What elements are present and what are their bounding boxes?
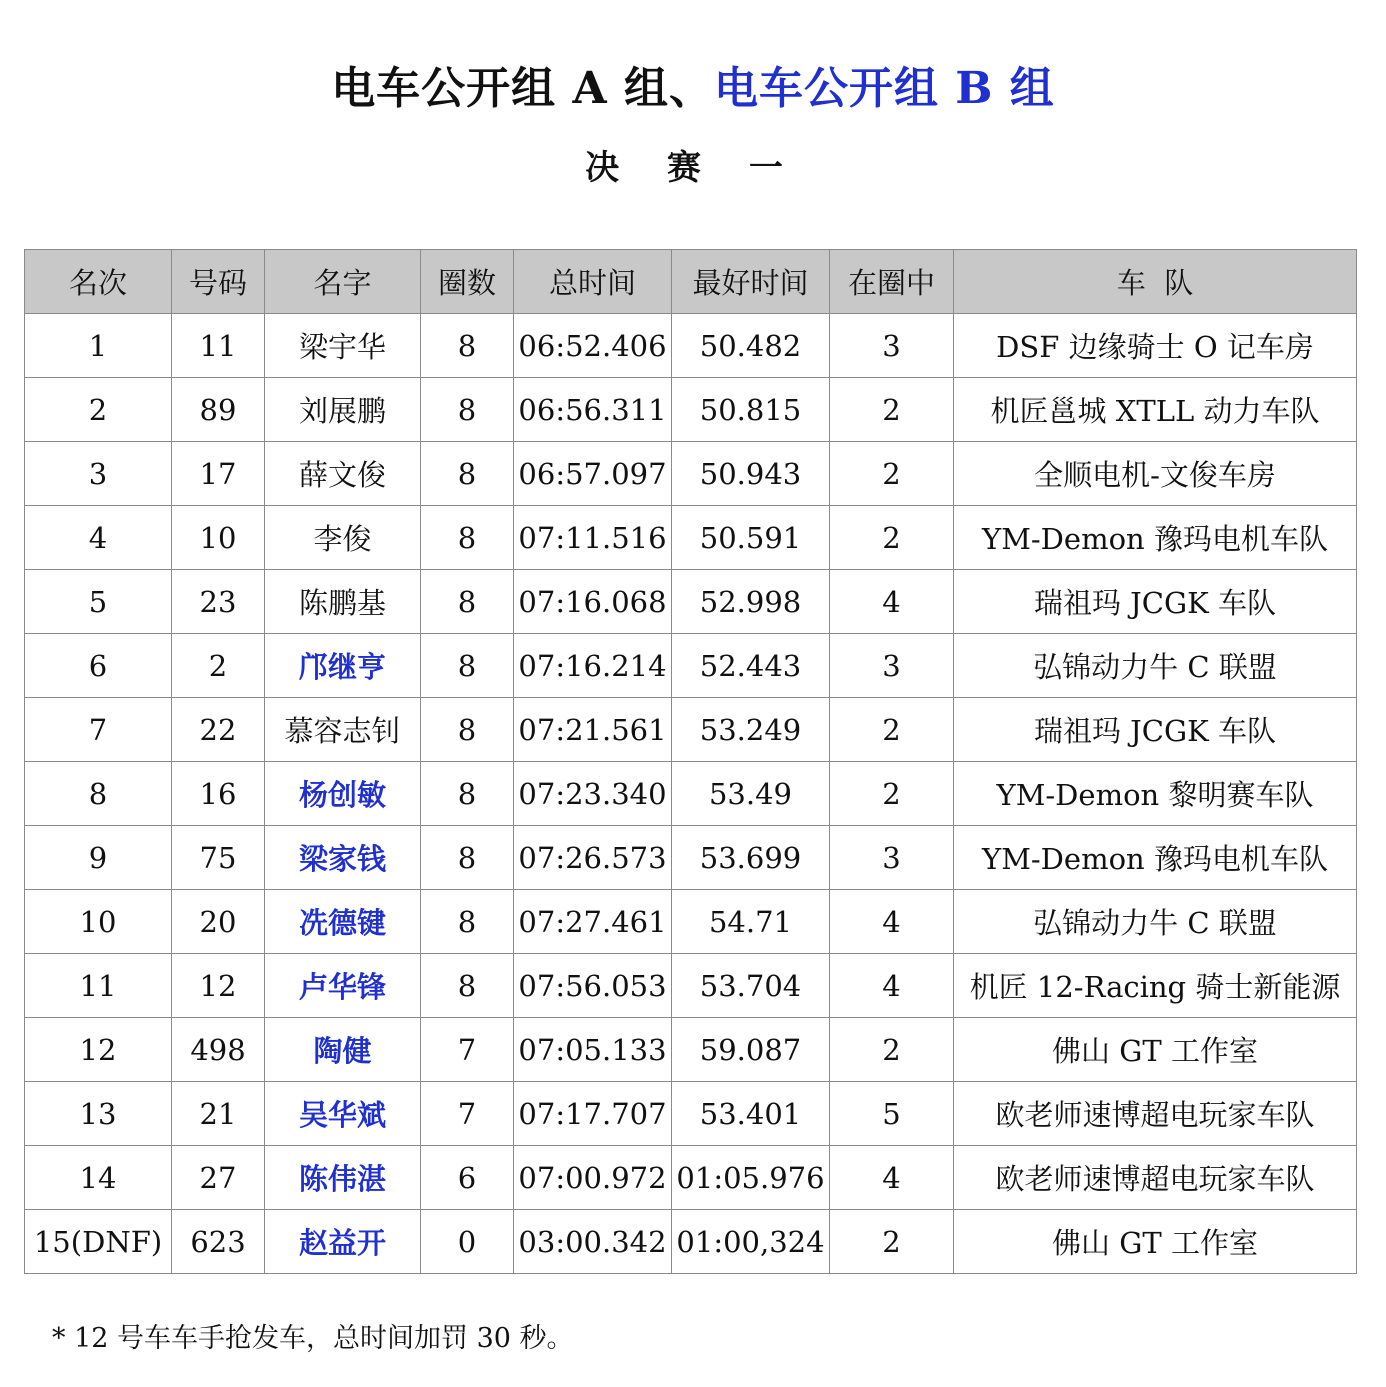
cell-driver: 梁宇华 <box>265 314 421 378</box>
cell-number: 23 <box>172 570 265 634</box>
cell-total-time: 06:57.097 <box>514 442 672 506</box>
cell-in-lap: 2 <box>830 762 954 826</box>
cell-rank: 1 <box>25 314 172 378</box>
cell-laps: 8 <box>421 314 514 378</box>
cell-in-lap: 2 <box>830 1210 954 1274</box>
cell-team: YM-Demon 豫玛电机车队 <box>954 826 1357 890</box>
cell-number: 11 <box>172 314 265 378</box>
cell-laps: 8 <box>421 890 514 954</box>
cell-total-time: 03:00.342 <box>514 1210 672 1274</box>
cell-in-lap: 2 <box>830 506 954 570</box>
cell-in-lap: 4 <box>830 954 954 1018</box>
header-team: 车 队 <box>954 250 1357 314</box>
cell-in-lap: 3 <box>830 314 954 378</box>
cell-team: 机匠邕城 XTLL 动力车队 <box>954 378 1357 442</box>
cell-best-time: 53.699 <box>672 826 830 890</box>
cell-rank: 5 <box>25 570 172 634</box>
cell-best-time: 01:05.976 <box>672 1146 830 1210</box>
cell-number: 21 <box>172 1082 265 1146</box>
cell-in-lap: 4 <box>830 1146 954 1210</box>
cell-total-time: 07:11.516 <box>514 506 672 570</box>
table-row <box>25 506 1357 570</box>
cell-rank: 12 <box>25 1018 172 1082</box>
cell-total-time: 07:16.068 <box>514 570 672 634</box>
table-header-row <box>25 250 1357 314</box>
cell-team: 弘锦动力牛 C 联盟 <box>954 890 1357 954</box>
cell-in-lap: 4 <box>830 890 954 954</box>
cell-number: 89 <box>172 378 265 442</box>
cell-team: 全顺电机-文俊车房 <box>954 442 1357 506</box>
cell-driver: 吴华斌 <box>265 1082 421 1146</box>
table-row <box>25 826 1357 890</box>
cell-laps: 8 <box>421 378 514 442</box>
cell-number: 22 <box>172 698 265 762</box>
cell-in-lap: 2 <box>830 442 954 506</box>
cell-total-time: 07:21.561 <box>514 698 672 762</box>
cell-total-time: 07:00.972 <box>514 1146 672 1210</box>
cell-in-lap: 2 <box>830 378 954 442</box>
cell-total-time: 07:16.214 <box>514 634 672 698</box>
cell-laps: 8 <box>421 570 514 634</box>
cell-rank: 14 <box>25 1146 172 1210</box>
header-number: 号码 <box>172 250 265 314</box>
cell-rank: 8 <box>25 762 172 826</box>
cell-laps: 7 <box>421 1082 514 1146</box>
cell-best-time: 59.087 <box>672 1018 830 1082</box>
cell-best-time: 52.998 <box>672 570 830 634</box>
cell-total-time: 06:56.311 <box>514 378 672 442</box>
cell-rank: 3 <box>25 442 172 506</box>
cell-driver: 杨创敏 <box>265 762 421 826</box>
results-body <box>25 314 1357 1274</box>
cell-rank: 7 <box>25 698 172 762</box>
cell-laps: 8 <box>421 506 514 570</box>
table-row <box>25 1210 1357 1274</box>
title-group-a: 电车公开组 A 组、 <box>331 63 714 114</box>
cell-number: 27 <box>172 1146 265 1210</box>
table-row <box>25 314 1357 378</box>
cell-driver: 梁家钱 <box>265 826 421 890</box>
cell-driver: 邝继亨 <box>265 634 421 698</box>
cell-driver: 卢华锋 <box>265 954 421 1018</box>
page-title <box>0 52 1386 116</box>
cell-best-time: 53.249 <box>672 698 830 762</box>
cell-total-time: 07:23.340 <box>514 762 672 826</box>
cell-number: 12 <box>172 954 265 1018</box>
cell-best-time: 54.71 <box>672 890 830 954</box>
table-row <box>25 1018 1357 1082</box>
cell-number: 498 <box>172 1018 265 1082</box>
table-row <box>25 378 1357 442</box>
table-row <box>25 1146 1357 1210</box>
cell-number: 75 <box>172 826 265 890</box>
cell-laps: 8 <box>421 762 514 826</box>
cell-laps: 8 <box>421 698 514 762</box>
cell-number: 17 <box>172 442 265 506</box>
cell-best-time: 52.443 <box>672 634 830 698</box>
cell-laps: 8 <box>421 634 514 698</box>
table-row <box>25 762 1357 826</box>
cell-laps: 8 <box>421 826 514 890</box>
cell-number: 623 <box>172 1210 265 1274</box>
header-in-lap: 在圈中 <box>830 250 954 314</box>
cell-team: 佛山 GT 工作室 <box>954 1210 1357 1274</box>
cell-laps: 8 <box>421 442 514 506</box>
cell-rank: 15(DNF) <box>25 1210 172 1274</box>
cell-best-time: 01:00,324 <box>672 1210 830 1274</box>
cell-in-lap: 2 <box>830 698 954 762</box>
cell-driver: 薛文俊 <box>265 442 421 506</box>
header-best-time: 最好时间 <box>672 250 830 314</box>
header-total-time: 总时间 <box>514 250 672 314</box>
cell-best-time: 53.704 <box>672 954 830 1018</box>
cell-driver: 冼德键 <box>265 890 421 954</box>
cell-driver: 赵益开 <box>265 1210 421 1274</box>
cell-best-time: 50.482 <box>672 314 830 378</box>
cell-rank: 6 <box>25 634 172 698</box>
page-subtitle: 决 赛 一 <box>585 148 801 188</box>
table-row <box>25 570 1357 634</box>
cell-in-lap: 3 <box>830 634 954 698</box>
cell-team: 瑞祖玛 JCGK 车队 <box>954 570 1357 634</box>
table-row <box>25 890 1357 954</box>
cell-total-time: 07:26.573 <box>514 826 672 890</box>
cell-number: 16 <box>172 762 265 826</box>
cell-driver: 刘展鹏 <box>265 378 421 442</box>
cell-driver: 陈鹏基 <box>265 570 421 634</box>
table-row <box>25 698 1357 762</box>
header-rank: 名次 <box>25 250 172 314</box>
cell-number: 2 <box>172 634 265 698</box>
cell-team: 机匠 12-Racing 骑士新能源 <box>954 954 1357 1018</box>
cell-in-lap: 2 <box>830 1018 954 1082</box>
header-driver: 名字 <box>265 250 421 314</box>
table-row <box>25 1082 1357 1146</box>
cell-total-time: 07:05.133 <box>514 1018 672 1082</box>
cell-rank: 9 <box>25 826 172 890</box>
cell-driver: 李俊 <box>265 506 421 570</box>
cell-total-time: 07:56.053 <box>514 954 672 1018</box>
table-row <box>25 634 1357 698</box>
cell-team: YM-Demon 豫玛电机车队 <box>954 506 1357 570</box>
table-row <box>25 442 1357 506</box>
cell-laps: 7 <box>421 1018 514 1082</box>
title-group-b: 电车公开组 B 组 <box>713 63 1055 114</box>
cell-best-time: 50.815 <box>672 378 830 442</box>
cell-team: DSF 边缘骑士 O 记车房 <box>954 314 1357 378</box>
cell-team: 弘锦动力牛 C 联盟 <box>954 634 1357 698</box>
cell-team: 瑞祖玛 JCGK 车队 <box>954 698 1357 762</box>
header-laps: 圈数 <box>421 250 514 314</box>
cell-driver: 慕容志钊 <box>265 698 421 762</box>
cell-team: YM-Demon 黎明赛车队 <box>954 762 1357 826</box>
cell-rank: 13 <box>25 1082 172 1146</box>
cell-team: 佛山 GT 工作室 <box>954 1018 1357 1082</box>
cell-rank: 4 <box>25 506 172 570</box>
results-table <box>24 249 1357 1274</box>
cell-in-lap: 3 <box>830 826 954 890</box>
cell-in-lap: 5 <box>830 1082 954 1146</box>
cell-laps: 0 <box>421 1210 514 1274</box>
cell-driver: 陈伟湛 <box>265 1146 421 1210</box>
cell-rank: 11 <box>25 954 172 1018</box>
cell-team: 欧老师速博超电玩家车队 <box>954 1146 1357 1210</box>
cell-total-time: 06:52.406 <box>514 314 672 378</box>
cell-best-time: 53.49 <box>672 762 830 826</box>
cell-total-time: 07:27.461 <box>514 890 672 954</box>
cell-total-time: 07:17.707 <box>514 1082 672 1146</box>
cell-laps: 6 <box>421 1146 514 1210</box>
cell-laps: 8 <box>421 954 514 1018</box>
cell-rank: 2 <box>25 378 172 442</box>
cell-best-time: 50.591 <box>672 506 830 570</box>
cell-number: 10 <box>172 506 265 570</box>
cell-team: 欧老师速博超电玩家车队 <box>954 1082 1357 1146</box>
cell-driver: 陶健 <box>265 1018 421 1082</box>
cell-in-lap: 4 <box>830 570 954 634</box>
table-row <box>25 954 1357 1018</box>
cell-best-time: 53.401 <box>672 1082 830 1146</box>
footnote: * 12 号车车手抢发车，总时间加罚 30 秒。 <box>52 1323 574 1354</box>
cell-number: 20 <box>172 890 265 954</box>
cell-best-time: 50.943 <box>672 442 830 506</box>
cell-rank: 10 <box>25 890 172 954</box>
